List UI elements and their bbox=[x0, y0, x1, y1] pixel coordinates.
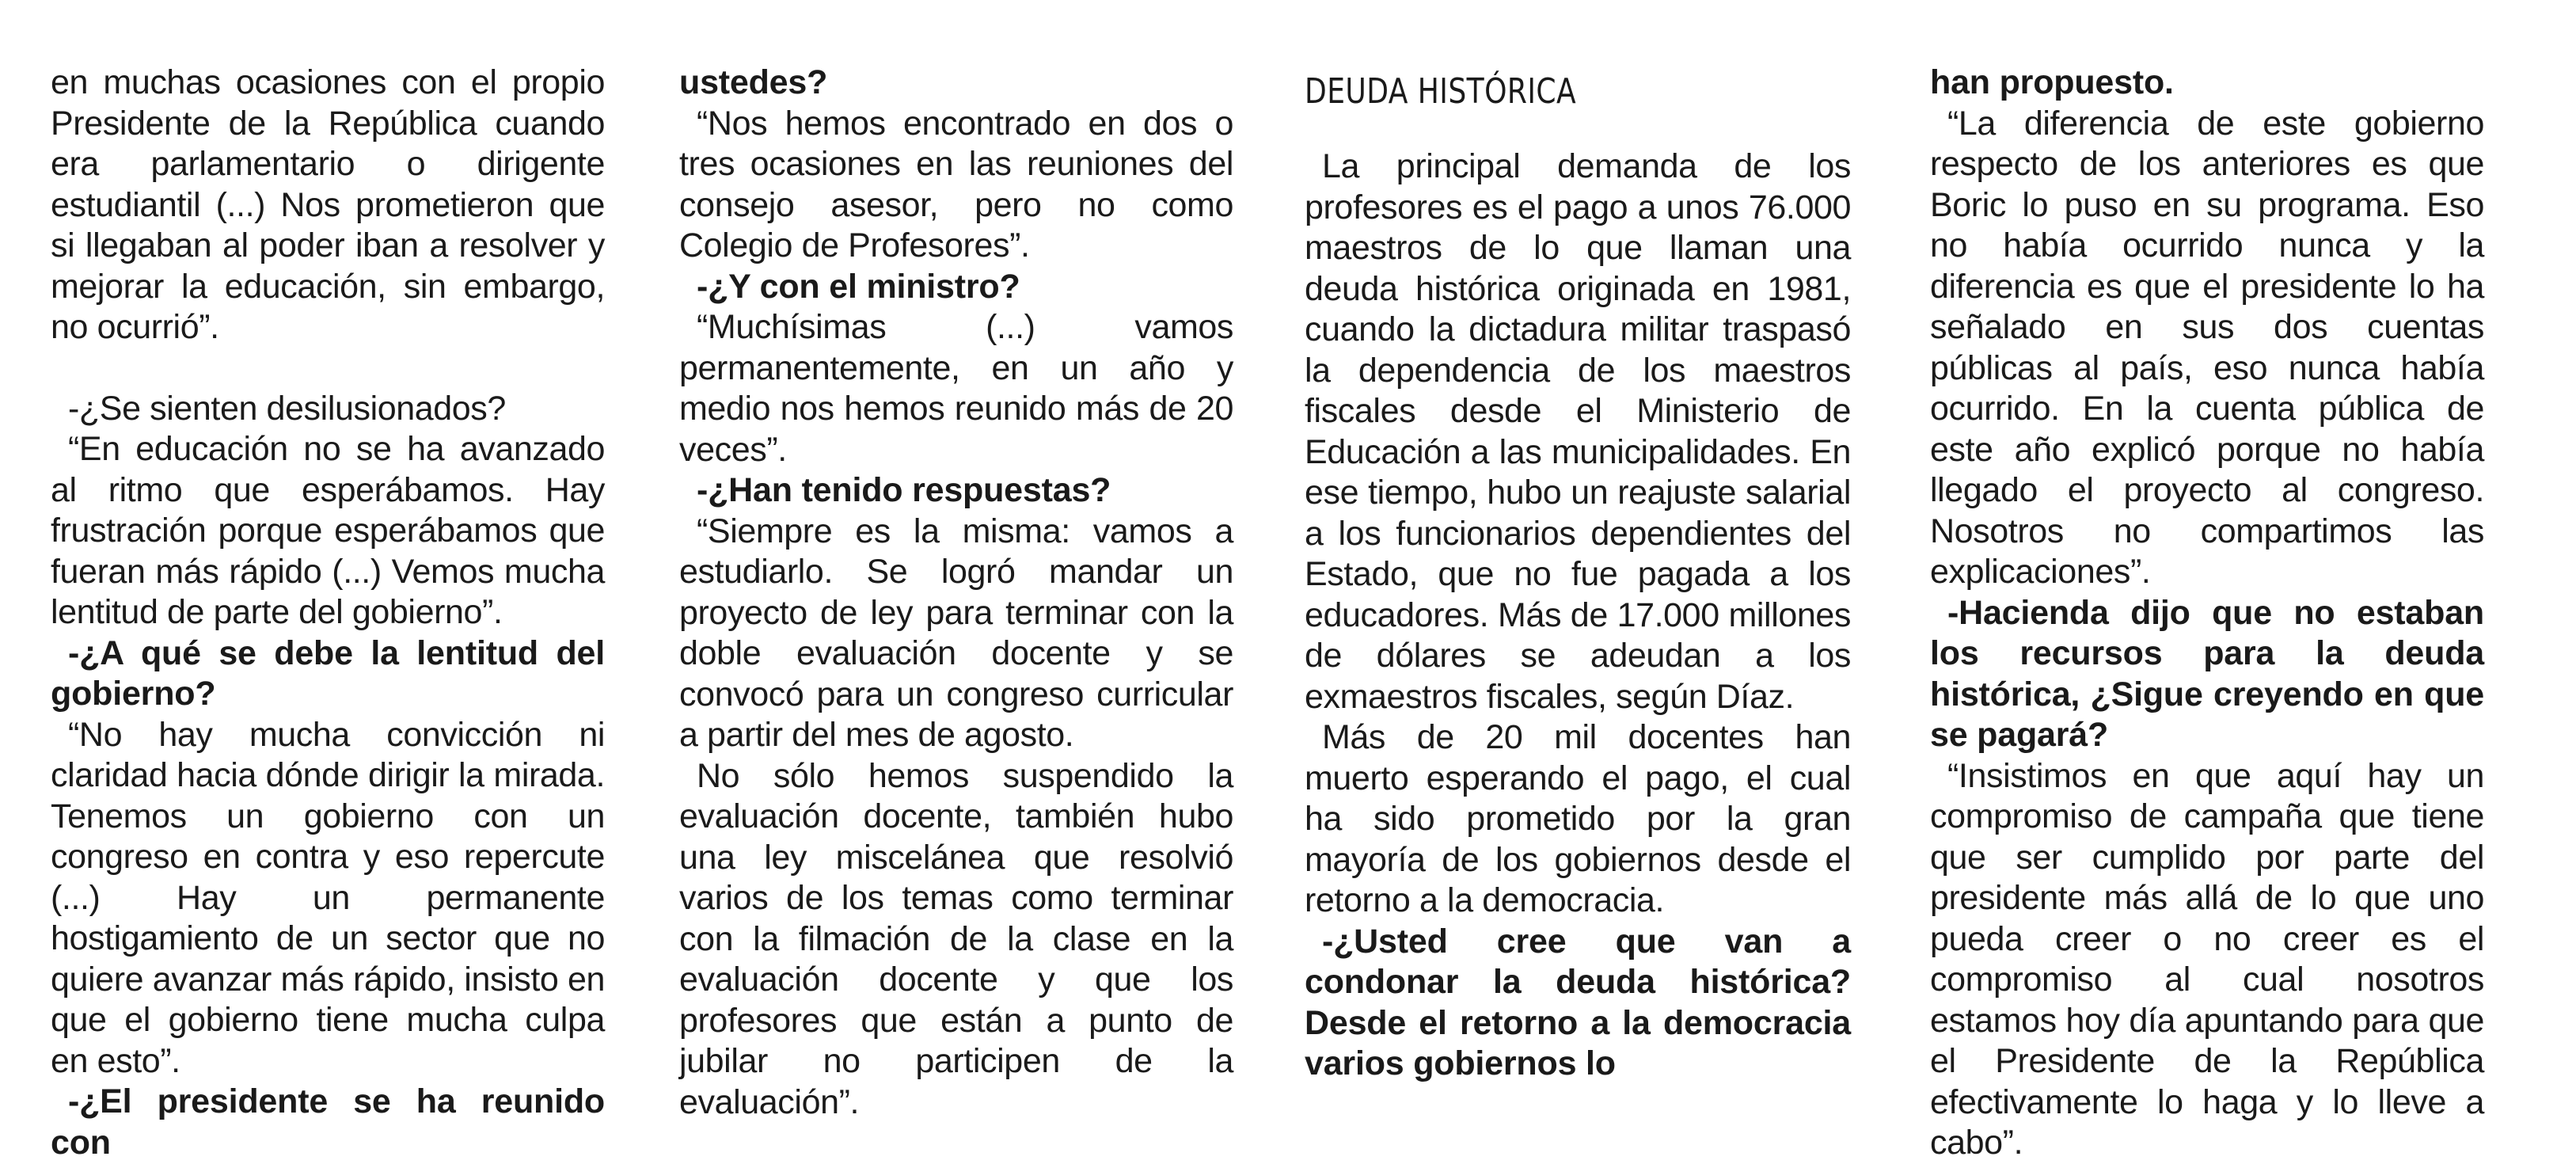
answer-slowness: “No hay mucha convicción ni claridad hacia dónde dirigir la mirada. Tenemos un gobierno con un congreso en contra y eso repercute (...) Hay un permanente hostigamiento de un sector que no quiere avanzar más rápido, insisto en que el gobierno tiene mucha culpa en esto”. bbox=[51, 715, 605, 1080]
question-slowness: -¿A qué se debe la lentitud del gobierno? bbox=[51, 633, 605, 713]
answer-disillusioned: “En educación no se ha avanzado al ritmo que esperábamos. Hay frustración porque esperábamos que fueran más rápido (...) Vemos mucha lentitud de parte del gobierno”. bbox=[51, 430, 605, 631]
paragraph-continued: en muchas ocasiones con el propio Presidente de la República cuando era parlamentario o dirigente estudiantil (...) Nos prometieron que si llegaban al poder iban a resolver y mejorar la educación, sin embargo, no ocurrió”. bbox=[51, 63, 605, 346]
answer-condone-debt: “La diferencia de este gobierno respecto de los anteriores es que Boric lo puso en su programa. Eso no había ocurrido nunca y la diferencia es que el presidente lo ha señalado en sus dos cuentas públicas al país, eso nunca había ocurrido. En la cuenta pública de este año explicó porque no había llegado el proyecto al congreso. Nosotros no compartimos las explicaciones”. bbox=[1930, 104, 2484, 591]
answer-minister: “Muchísimas (...) vamos permanentemente, en un año y medio nos hemos reunido más de 20 veces”. bbox=[679, 308, 1233, 469]
question-disillusioned: -¿Se sienten desilusionados? bbox=[68, 389, 506, 428]
column-4 bbox=[1930, 63, 2484, 1164]
column-2 bbox=[679, 63, 1233, 1123]
paragraph-historic-debt: La principal demanda de los profesores es el pago a unos 76.000 maestros de lo que llaman una deuda histórica originada en 1981, cuando la dictadura militar traspasó la dependencia de los maestros fiscales desde el Ministerio de Educación a las municipalidades. En ese tiempo, hubo un reajuste salarial a los funcionarios dependientes del Estado, que no fue pagada a los educadores. Más de 17.000 millones de dólares se adeudan a los exmaestros fiscales, según Díaz. bbox=[1305, 147, 1851, 716]
column-1 bbox=[51, 63, 605, 1163]
paragraph-evaluation: No sólo hemos suspendido la evaluación docente, también hubo una ley miscelánea que resolvió varios de los temas como terminar con la filmación de la clase en la evaluación docente y que los profesores que están a punto de jubilar no participen de la evaluación”. bbox=[679, 756, 1233, 1121]
question-condone-debt: -¿Usted cree que van a condonar la deuda histórica? Desde el retorno a la democracia varios gobiernos lo bbox=[1305, 922, 1851, 1082]
section-subhead: DEUDA HISTÓRICA bbox=[1305, 71, 1577, 112]
question-president-meeting: -¿El presidente se ha reunido con bbox=[51, 1082, 605, 1162]
question-responses: -¿Han tenido respuestas? bbox=[697, 471, 1111, 509]
paragraph-teachers-died: Más de 20 mil docentes han muerto esperando el pago, el cual ha sido prometido por la gran mayoría de los gobiernos desde el retorno a la democracia. bbox=[1305, 718, 1851, 919]
question-president-meeting-cont: ustedes? bbox=[679, 63, 828, 101]
question-minister: -¿Y con el ministro? bbox=[697, 267, 1020, 306]
answer-president-meeting: “Nos hemos encontrado en dos o tres ocasiones en las reuniones del consejo asesor, pero no como Colegio de Profesores”. bbox=[679, 104, 1233, 264]
column-3 bbox=[1305, 63, 1851, 1085]
answer-hacienda: “Insistimos en que aquí hay un compromiso de campaña que tiene que ser cumplido por parte del presidente más allá de lo que uno pueda creer o no creer es el compromiso al cual nosotros estamos hoy día apuntando para que el Presidente de la República efectivamente lo haga y lo lleve a cabo”. bbox=[1930, 756, 2484, 1162]
question-hacienda: -Hacienda dijo que no estaban los recursos para la deuda histórica, ¿Sigue creyendo en que se pagará? bbox=[1930, 593, 2484, 754]
answer-responses: “Siempre es la misma: vamos a estudiarlo. Se logró mandar un proyecto de ley para terminar con la doble evaluación docente y se convocó para un congreso curricular a partir del mes de agosto. bbox=[679, 512, 1233, 754]
question-condone-debt-cont: han propuesto. bbox=[1930, 63, 2174, 101]
